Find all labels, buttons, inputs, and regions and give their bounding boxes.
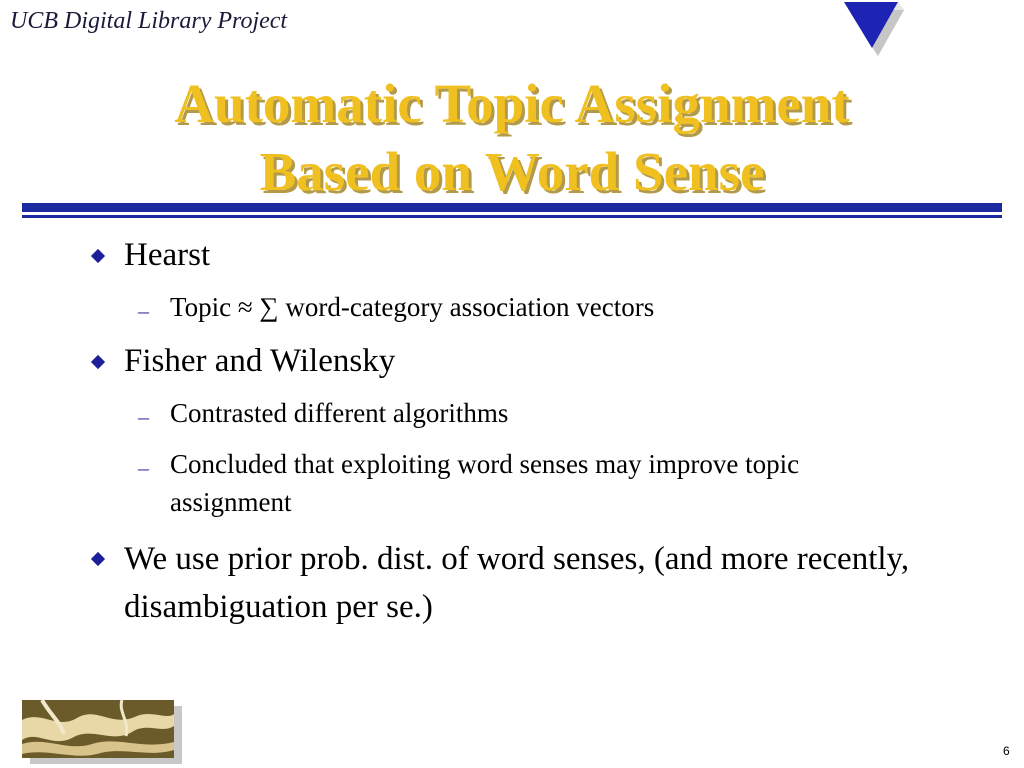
diamond-bullet-icon [91, 355, 105, 369]
dash-bullet-icon: – [138, 455, 149, 480]
blue-triangle-logo-icon [838, 0, 910, 60]
diamond-bullet-icon [91, 552, 105, 566]
title-divider-thick [22, 203, 1002, 212]
dash-bullet-icon: – [138, 404, 149, 429]
bullet-text: Fisher and Wilensky [124, 343, 396, 379]
sub-bullet-text: Topic ≈ ∑ word-category association vectors [170, 292, 655, 322]
slide-title-line-1: Automatic Topic Assignment [174, 73, 850, 134]
decorative-thumbnail-image [22, 700, 182, 764]
dash-bullet-icon: – [138, 298, 149, 323]
page-number: 6 [1003, 744, 1010, 758]
sub-bullet-text: Concluded that exploiting word senses may improve topic assignment [170, 449, 800, 517]
diamond-bullet-icon [91, 249, 105, 263]
slide-title [0, 70, 1024, 206]
title-divider-thin [22, 215, 1002, 218]
header-project-name: UCB Digital Library Project [10, 8, 288, 34]
slide-title-line-2: Based on Word Sense [259, 141, 765, 202]
bullet-text: Hearst [124, 237, 211, 273]
sub-bullet-text: Contrasted different algorithms [170, 398, 509, 428]
bullet-text: We use prior prob. dist. of word senses, (and more recently, disambiguation per se.) [124, 541, 910, 625]
